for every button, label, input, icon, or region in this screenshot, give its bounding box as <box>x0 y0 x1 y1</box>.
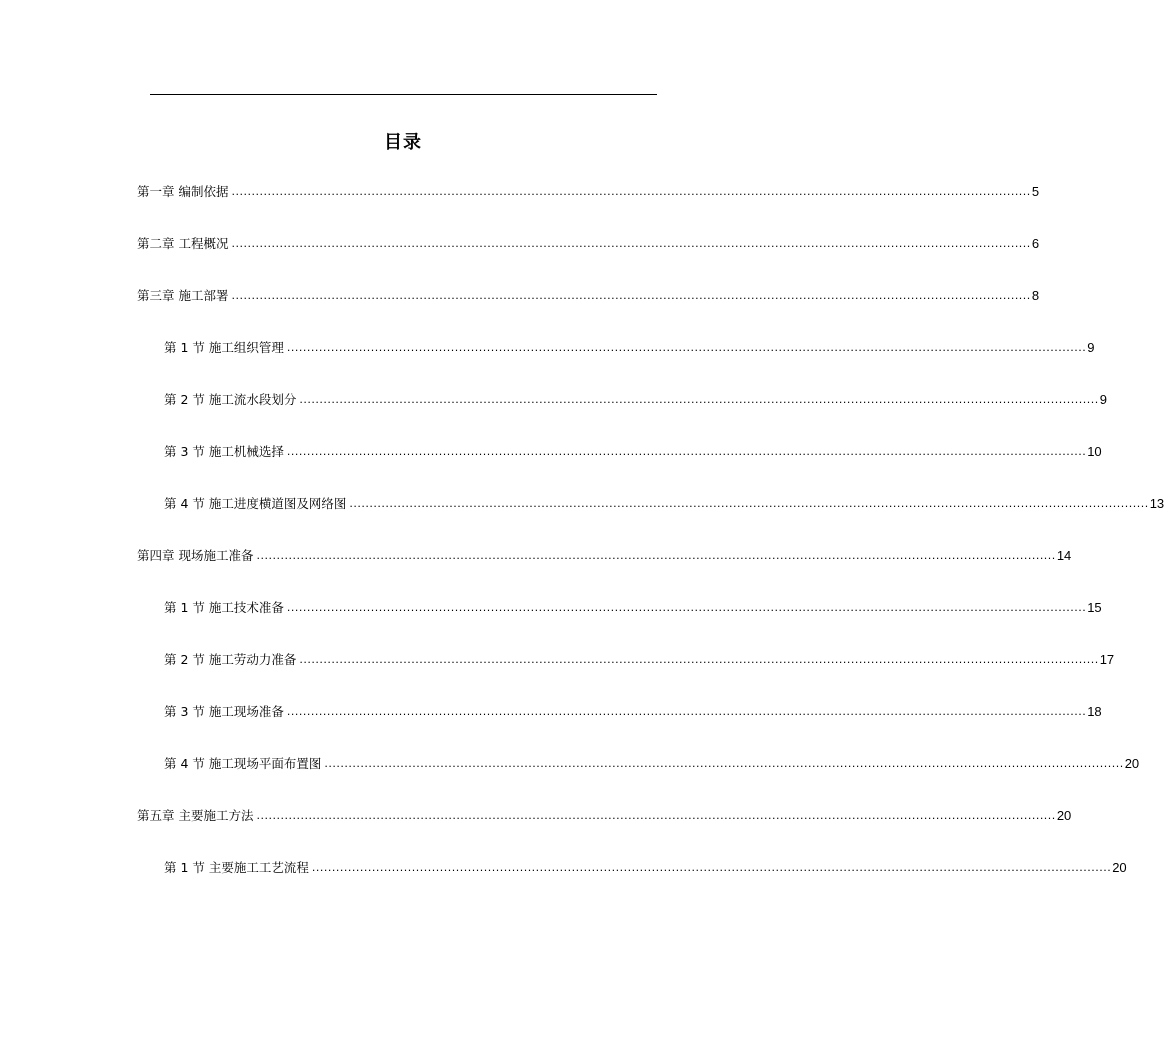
toc-entry-page: 15 <box>1087 600 1102 615</box>
toc-entry-label: 第 1 节 施工组织管理 <box>164 340 284 355</box>
toc-entry-page: 13 <box>1149 496 1164 511</box>
toc-entry[interactable] <box>164 443 1102 461</box>
toc-entry[interactable] <box>164 339 1095 357</box>
toc-entry-label: 第 2 节 施工流水段划分 <box>164 392 297 407</box>
toc-entry[interactable] <box>164 859 1127 877</box>
toc-entry-page: 14 <box>1056 548 1072 563</box>
toc-leader-dots: ........................................................................................................................................................................................................ <box>256 809 1056 822</box>
toc-entry-page: 10 <box>1087 444 1102 459</box>
toc-entry-label: 第四章 现场施工准备 <box>137 548 254 563</box>
toc-entry-label: 第 4 节 施工进度横道图及网络图 <box>164 496 347 511</box>
toc-entry-label: 第二章 工程概况 <box>137 236 229 251</box>
toc-entry-label: 第 1 节 施工技术准备 <box>164 600 284 615</box>
toc-title: 目录 <box>384 132 422 153</box>
toc-entry[interactable] <box>137 287 1040 305</box>
toc-entry[interactable] <box>164 651 1115 669</box>
toc-entry-label: 第 3 节 施工机械选择 <box>164 444 284 459</box>
toc-entry[interactable] <box>137 183 1040 201</box>
toc-leader-dots: ........................................................................................................................................................................................................ <box>231 185 1031 198</box>
toc-entry-page: 20 <box>1124 756 1140 771</box>
toc-leader-dots: ........................................................................................................................................................................................................ <box>324 757 1124 770</box>
toc-leader-dots: ........................................................................................................................................................................................................ <box>286 341 1087 354</box>
toc-entry-label: 第 4 节 施工现场平面布置图 <box>164 756 322 771</box>
toc-entry-page: 6 <box>1031 236 1040 251</box>
toc-leader-dots: ........................................................................................................................................................................................................ <box>299 393 1099 406</box>
toc-entry-page: 18 <box>1087 704 1102 719</box>
toc-entry[interactable] <box>164 755 1140 773</box>
toc-entry[interactable] <box>164 703 1102 721</box>
toc-leader-dots: ........................................................................................................................................................................................................ <box>286 705 1087 718</box>
toc-entry-page: 9 <box>1099 392 1107 407</box>
toc-leader-dots: ........................................................................................................................................................................................................ <box>286 445 1087 458</box>
toc-entry-page: 9 <box>1087 340 1095 355</box>
toc-leader-dots: ........................................................................................................................................................................................................ <box>286 601 1087 614</box>
toc-leader-dots: ........................................................................................................................................................................................................ <box>311 861 1112 874</box>
toc-entry[interactable] <box>164 495 1164 513</box>
toc-entry-page: 8 <box>1031 288 1040 303</box>
toc-leader-dots: ........................................................................................................................................................................................................ <box>299 653 1099 666</box>
toc-entry-page: 5 <box>1031 184 1040 199</box>
toc-leader-dots: ........................................................................................................................................................................................................ <box>231 289 1031 302</box>
toc-entry[interactable] <box>137 807 1072 825</box>
toc-leader-dots: ........................................................................................................................................................................................................ <box>231 237 1031 250</box>
toc-entry-label: 第五章 主要施工方法 <box>137 808 254 823</box>
toc-entry-label: 第一章 编制依据 <box>137 184 229 199</box>
toc-leader-dots: ........................................................................................................................................................................................................ <box>349 497 1149 510</box>
toc-entry[interactable] <box>164 391 1107 409</box>
toc-entry-page: 17 <box>1099 652 1115 667</box>
toc-entry-label: 第三章 施工部署 <box>137 288 229 303</box>
toc-entry[interactable] <box>164 599 1102 617</box>
toc-entry[interactable] <box>137 235 1040 253</box>
toc-entry-label: 第 3 节 施工现场准备 <box>164 704 284 719</box>
toc-entry-label: 第 1 节 主要施工工艺流程 <box>164 860 309 875</box>
toc-entry-page: 20 <box>1112 860 1127 875</box>
toc-entry[interactable] <box>137 547 1072 565</box>
toc-leader-dots: ........................................................................................................................................................................................................ <box>256 549 1056 562</box>
toc-entry-page: 20 <box>1056 808 1072 823</box>
toc-entry-label: 第 2 节 施工劳动力准备 <box>164 652 297 667</box>
